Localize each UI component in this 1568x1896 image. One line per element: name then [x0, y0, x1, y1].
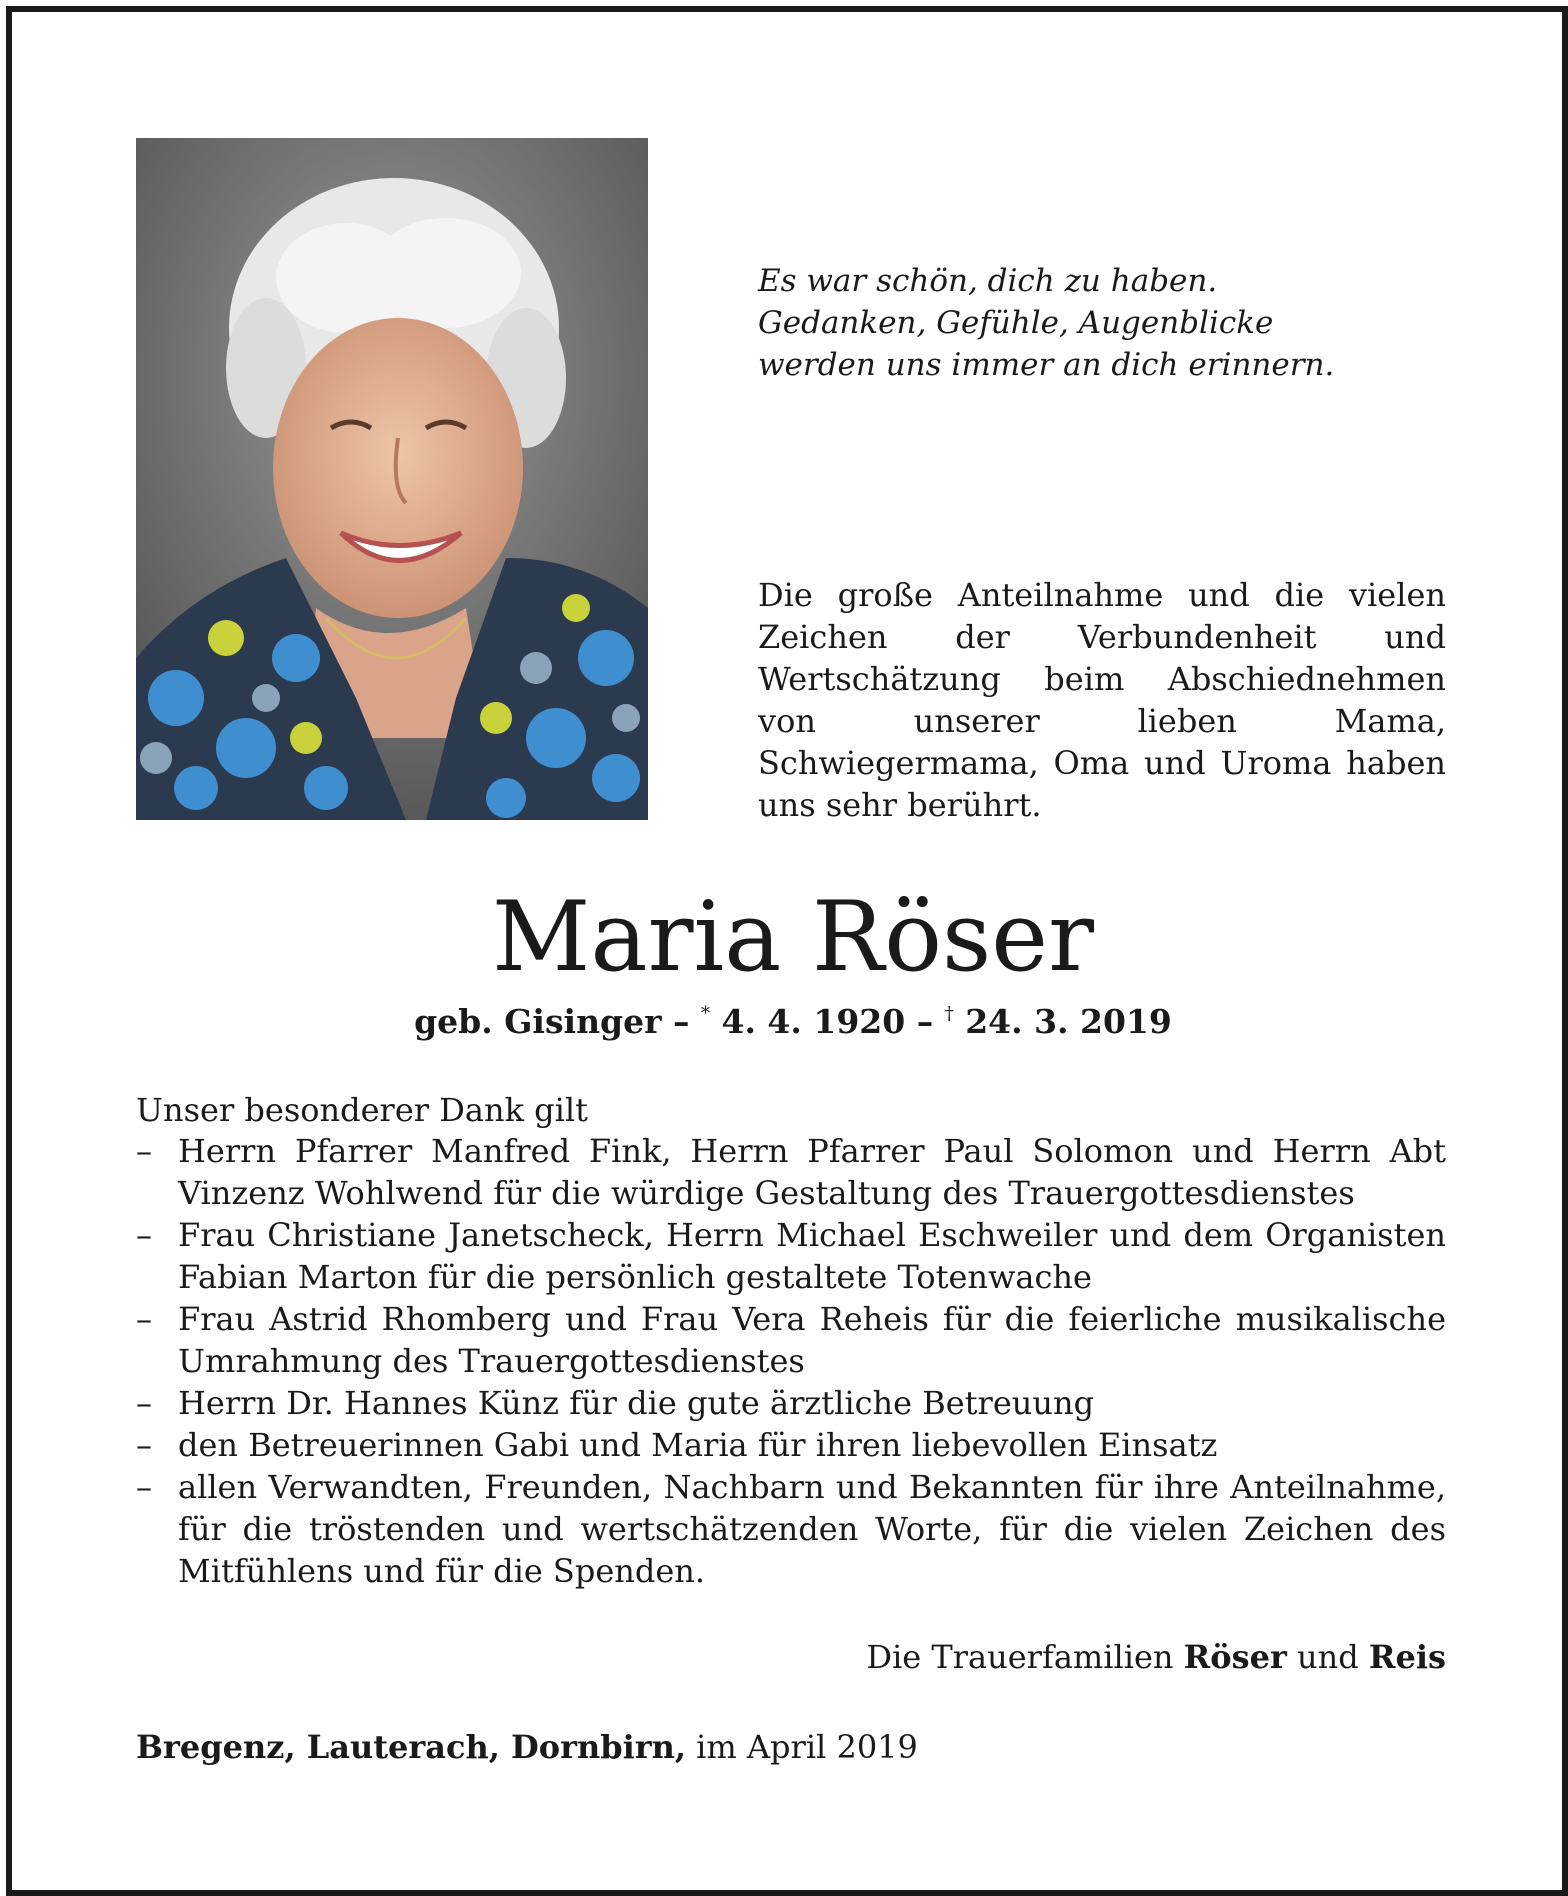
quote-line: Es war schön, dich zu haben.: [758, 263, 1218, 299]
intro-paragraph: Die große Anteilnahme und die vielen Zeichen der Verbundenheit und Wertschätzung beim Abschiednehmen von unserer lieben Mama, Schwiegermama, Oma und Uroma haben uns sehr berührt.: [758, 576, 1446, 824]
thanks-list: [136, 1130, 1446, 1592]
list-dash: –: [136, 1132, 152, 1170]
list-dash: –: [136, 1468, 152, 1506]
quote-line: werden uns immer an dich erinnern.: [758, 347, 1335, 383]
died-symbol: †: [944, 1003, 954, 1024]
thanks-item-text: allen Verwandten, Freunden, Nachbarn und Bekannten für ihre Anteilnahme, für die tröstenden und wertschätzenden Worte, für die vielen Zeichen des Mitfühlens und für die Spenden.: [178, 1468, 1446, 1590]
family-name: Röser: [1183, 1638, 1287, 1676]
portrait-photo: [136, 138, 648, 820]
maiden-name: geb. Gisinger: [414, 1002, 662, 1041]
thanks-item-text: Frau Christiane Janetscheck, Herrn Michael Eschweiler und dem Organisten Fabian Marton für die persönlich gestaltete Totenwache: [178, 1216, 1446, 1296]
thanks-item-text: den Betreuerinnen Gabi und Maria für ihren liebevollen Einsatz: [178, 1426, 1218, 1464]
life-dates: [12, 1002, 1568, 1041]
thanks-heading: Unser besonderer Dank gilt: [136, 1091, 588, 1129]
thanks-item: [136, 1382, 1446, 1424]
list-dash: –: [136, 1300, 152, 1338]
list-dash: –: [136, 1216, 152, 1254]
places: Bregenz, Lauterach, Dornbirn,: [136, 1728, 686, 1766]
date-separator: –: [661, 1002, 701, 1041]
notice-date: im April 2019: [686, 1728, 918, 1766]
thanks-item: [136, 1466, 1446, 1592]
thanks-item: [136, 1424, 1446, 1466]
thanks-item-text: Herrn Pfarrer Manfred Fink, Herrn Pfarrer Paul Solomon und Herrn Abt Vinzenz Wohlwend für die würdige Gestaltung des Trauergottesdienstes: [178, 1132, 1446, 1212]
signoff-prefix: Die Trauerfamilien: [866, 1638, 1184, 1676]
death-date: 24. 3. 2019: [953, 1002, 1172, 1041]
thanks-item-text: Herrn Dr. Hannes Künz für die gute ärztliche Betreuung: [178, 1384, 1095, 1422]
born-symbol: *: [701, 1003, 710, 1024]
family-signoff: [136, 1638, 1446, 1676]
place-date: [136, 1728, 1446, 1766]
notice-frame: [6, 6, 1568, 1896]
list-dash: –: [136, 1384, 152, 1422]
signoff-conjunction: und: [1286, 1638, 1369, 1676]
deceased-name: Maria Röser: [492, 881, 1094, 993]
thanks-item-text: Frau Astrid Rhomberg und Frau Vera Reheis für die feierliche musikalische Umrahmung des Trauergottesdienstes: [178, 1300, 1446, 1380]
quote-line: Gedanken, Gefühle, Augenblicke: [758, 305, 1274, 341]
portrait-illustration: [136, 138, 648, 820]
date-separator: –: [905, 1002, 945, 1041]
birth-date: 4. 4. 1920: [710, 1002, 906, 1041]
list-dash: –: [136, 1426, 152, 1464]
family-name: Reis: [1368, 1638, 1446, 1676]
thanks-item: [136, 1214, 1446, 1298]
thanks-item: [136, 1298, 1446, 1382]
thanks-item: [136, 1130, 1446, 1214]
memorial-quote: [758, 260, 1378, 386]
